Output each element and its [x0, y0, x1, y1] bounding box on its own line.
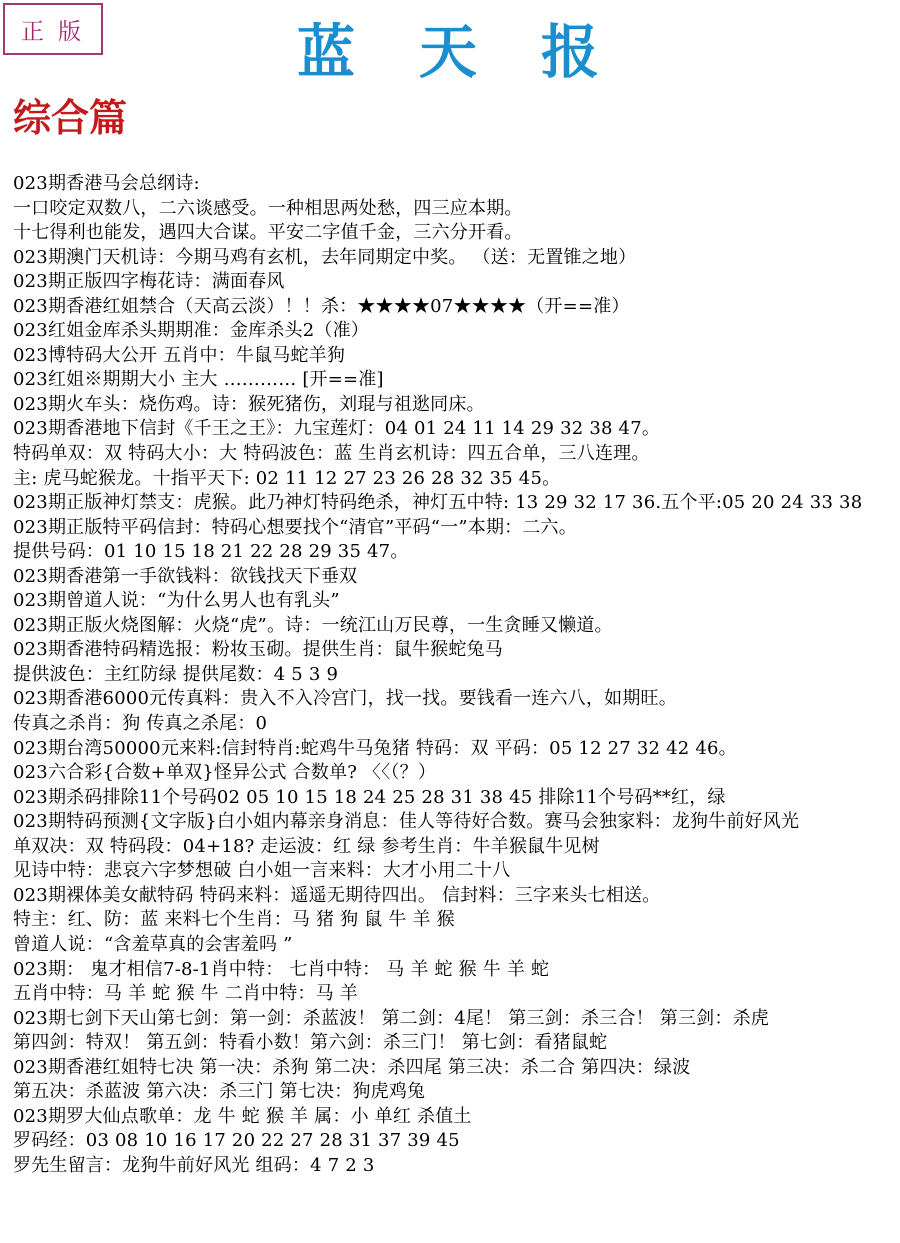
- content-line: 023期裸体美女献特码 特码来料：遥遥无期待四出。 信封料：三字来头七相送。: [13, 884, 661, 906]
- content-line: 023期香港第一手欲钱料：欲钱找天下垂双: [13, 565, 358, 587]
- content-line: 023期澳门天机诗：今期马鸡有玄机，去年同期定中奖。 （送：无置锥之地）: [13, 246, 637, 268]
- content-line: 特码单双：双 特码大小：大 特码波色：蓝 生肖玄机诗：四五合单，三八连理。: [13, 443, 650, 465]
- content-line: 023期曾道人说：“为什么男人也有乳头”: [13, 590, 340, 612]
- content-line: 023期香港红姐禁合（天高云淡）！！杀：★★★★07★★★★（开==准）: [13, 295, 630, 317]
- content-line: 023期香港地下信封《千王之王》：九宝莲灯：04 01 24 11 14 29 32 38 47。: [13, 418, 661, 440]
- content-line: 023期香港6000元传真料：贵入不入冷宫门，找一找。要钱看一连六八，如期旺。: [13, 688, 677, 710]
- content-line: 023六合彩{合数+单双}怪异公式 合数单? 〈〈（？）: [13, 762, 437, 784]
- content-line: 023期特码预测{文字版}白小姐内幕亲身消息：佳人等待好合数。赛马会独家料：龙狗牛前好风光: [13, 811, 800, 833]
- content-line: 特主：红、防：蓝 来料七个生肖：马 猪 狗 鼠 牛 羊 猴: [13, 909, 455, 931]
- content-line: 传真之杀肖：狗 传真之杀尾：0: [13, 713, 268, 735]
- content-line: 提供号码：01 10 15 18 21 22 28 29 35 47。: [13, 541, 409, 563]
- content-line: 023期香港红姐特七决 第一决：杀狗 第二决：杀四尾 第三决：杀二合 第四决：绿波: [13, 1056, 691, 1078]
- content-line: 023博特码大公开 五肖中：牛鼠马蛇羊狗: [13, 344, 346, 366]
- content-line: 023期火车头：烧伤鸡。诗：猴死猪伤，刘琨与祖逖同床。: [13, 393, 485, 415]
- content-line: 023期罗大仙点歌单：龙 牛 蛇 猴 羊 属：小 单红 杀值土: [13, 1105, 472, 1127]
- content-line: 023期正版特平码信封：特码心想要找个“清官”平码“一”本期：二六。: [13, 516, 577, 538]
- masthead-title: 蓝天报: [296, 18, 663, 86]
- content-line: 023红姐金库杀头期期准：金库杀头2（准）: [13, 320, 370, 342]
- content-line: 023期香港马会总纲诗:: [13, 173, 200, 194]
- content-line: 023期正版火烧图解：火烧“虎”。诗：一统江山万民尊，一生贪睡又懒道。: [13, 614, 613, 636]
- content-line: 罗码经：03 08 10 16 17 20 22 27 28 31 37 39 45: [13, 1130, 460, 1152]
- content-line: 023期七剑下天山第七剑：第一剑：杀蓝波！ 第二剑：4尾！ 第三剑：杀三合！ 第三剑：杀虎: [13, 1007, 769, 1029]
- content-line: 023期台湾50000元来料:信封特肖:蛇鸡牛马兔猪 特码：双 平码：05 12 27 32 42 46。: [13, 737, 737, 759]
- content-line: 023期香港特码精选报：粉妆玉砌。提供生肖：鼠牛猴蛇兔马: [13, 639, 503, 661]
- content-line: 023期正版神灯禁支：虎猴。此乃神灯特码绝杀，神灯五中特: 13 29 32 17 36.五个平:05 20 24 33 38: [13, 492, 863, 514]
- content-line: 第四剑：特双！ 第五剑：特看小数！第六剑：杀三门！ 第七剑：看猪鼠蛇: [13, 1032, 608, 1054]
- content-lines: [13, 172, 897, 1178]
- content-line: 一口咬定双数八，二六谈感受。一种相思两处愁，四三应本期。: [13, 197, 523, 219]
- content-line: 见诗中特：悲哀六字梦想破 白小姐一言来料：大才小用二十八: [13, 860, 511, 882]
- content-line: 罗先生留言：龙狗牛前好风光 组码：4 7 2 3: [13, 1154, 375, 1176]
- content-line: 023红姐※期期大小 主大 ………… [开==准]: [13, 369, 384, 391]
- content-line: 023期正版四字梅花诗：满面春风: [13, 271, 285, 293]
- content-line: 主: 虎马蛇猴龙。十指平天下: 02 11 12 27 23 26 28 32 35 45。: [13, 467, 561, 489]
- content-line: 023期杀码排除11个号码02 05 10 15 18 24 25 28 31 38 45 排除11个号码**红，绿: [13, 786, 726, 808]
- section-title: 综合篇: [13, 95, 128, 140]
- content-line: 曾道人说：“含羞草真的会害羞吗 ”: [13, 933, 293, 955]
- content-line: 023期： 鬼才相信7-8-1肖中特： 七肖中特： 马 羊 蛇 猴 牛 羊 蛇: [13, 958, 550, 980]
- content-line: 第五决：杀蓝波 第六决：杀三门 第七决：狗虎鸡兔: [13, 1081, 426, 1103]
- content-line: 五肖中特：马 羊 蛇 猴 牛 二肖中特：马 羊: [13, 983, 358, 1005]
- content-line: 十七得利也能发，遇四大合谋。平安二字值千金，三六分开看。: [13, 222, 523, 244]
- content-line: 提供波色：主红防绿 提供尾数：4 5 3 9: [13, 663, 339, 685]
- content-line: 单双决：双 特码段：04+18? 走运波：红 绿 参考生肖：牛羊猴鼠牛见树: [13, 835, 600, 857]
- edition-badge: 正版: [3, 3, 103, 55]
